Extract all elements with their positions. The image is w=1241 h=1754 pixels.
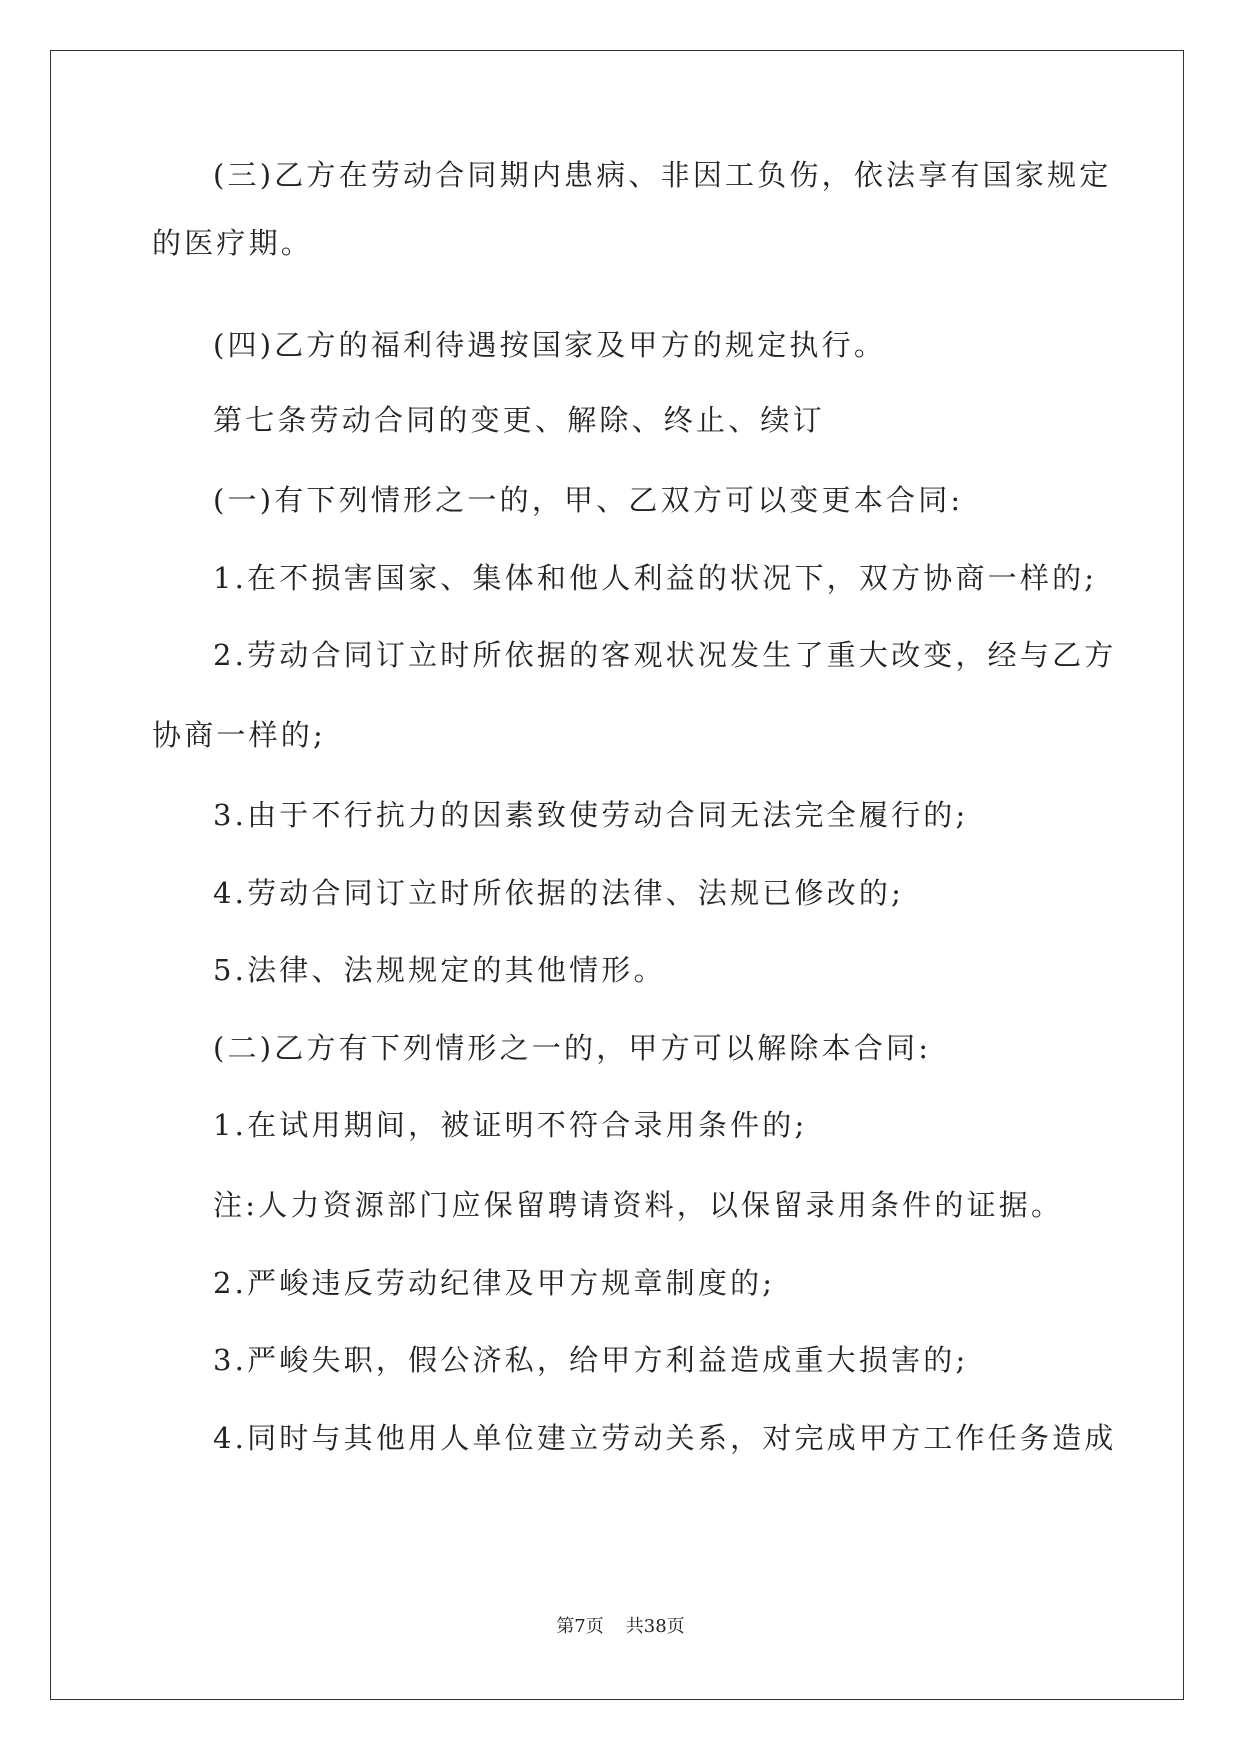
text-line: 3.由于不行抗力的因素致使劳动合同无法完全履行的; <box>213 798 969 832</box>
text-line: 1.在试用期间，被证明不符合录用条件的; <box>213 1108 808 1142</box>
text-line: (四)乙方的福利待遇按国家及甲方的规定执行。 <box>213 328 887 362</box>
text-line: 协商一样的; <box>152 718 326 752</box>
text-line: 4.同时与其他用人单位建立劳动关系，对完成甲方工作任务造成 <box>213 1421 1117 1455</box>
text-line: (三)乙方在劳动合同期内患病、非因工负伤，依法享有国家规定 <box>213 158 1112 192</box>
text-line: 4.劳动合同订立时所依据的法律、法规已修改的; <box>213 876 905 910</box>
page-total: 共38页 <box>625 1616 685 1637</box>
text-line: 2.严峻违反劳动纪律及甲方规章制度的; <box>213 1266 776 1300</box>
text-line: (一)有下列情形之一的，甲、乙双方可以变更本合同: <box>213 483 964 517</box>
text-line: 的医疗期。 <box>152 226 314 260</box>
text-line: 3.严峻失职，假公济私，给甲方利益造成重大损害的; <box>213 1343 969 1377</box>
text-line: 第七条劳动合同的变更、解除、终止、续订 <box>213 403 825 437</box>
text-line: 1.在不损害国家、集体和他人利益的状况下，双方协商一样的; <box>213 561 1098 595</box>
text-line: 注:人力资源部门应保留聘请资料，以保留录用条件的证据。 <box>213 1188 1064 1222</box>
page-number: 第7页 <box>556 1616 604 1637</box>
text-line: 2.劳动合同订立时所依据的客观状况发生了重大改变，经与乙方 <box>213 638 1117 672</box>
page-footer <box>0 1618 1241 1636</box>
text-line: (二)乙方有下列情形之一的，甲方可以解除本合同: <box>213 1031 932 1065</box>
text-line: 5.法律、法规规定的其他情形。 <box>213 953 666 987</box>
